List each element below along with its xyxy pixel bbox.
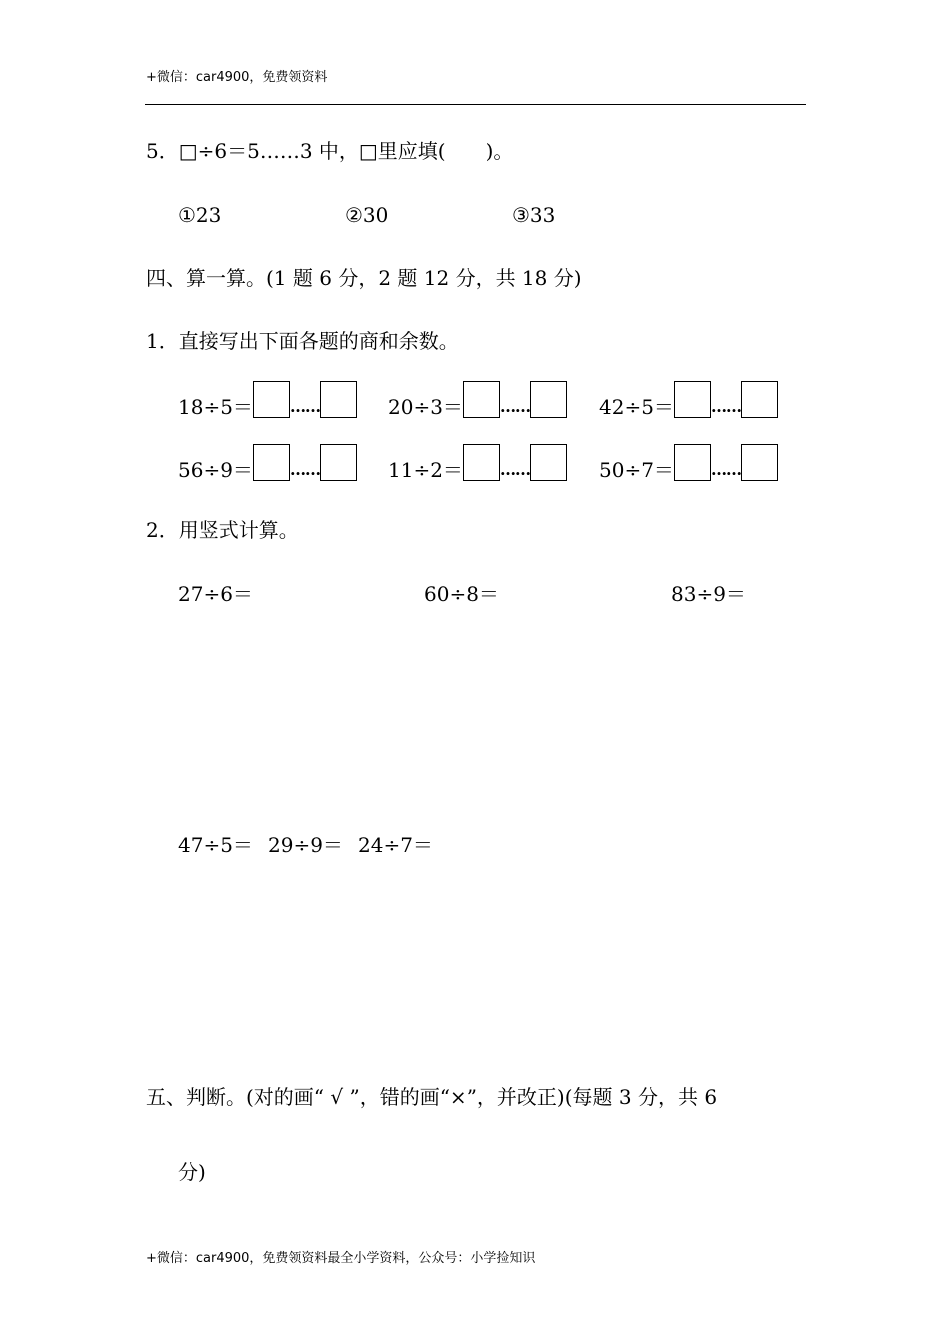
section-4-q2-text: 2．用竖式计算。 [146, 518, 299, 542]
vertical-calc-expression: 29÷9＝ [268, 833, 343, 857]
division-item [599, 439, 778, 481]
remainder-box[interactable] [741, 381, 778, 418]
division-item [178, 439, 357, 481]
vertical-calc-expression: 24÷7＝ [358, 833, 433, 857]
section-5-title-continued: 分) [178, 1160, 206, 1184]
division-expression: 42÷5＝ [599, 395, 674, 419]
division-expression: 11÷2＝ [388, 458, 463, 482]
quotient-box[interactable] [253, 381, 290, 418]
section-4-q1-text: 1．直接写出下面各题的商和余数。 [146, 329, 459, 353]
division-item [388, 376, 567, 418]
remainder-box[interactable] [320, 381, 357, 418]
vertical-calc-expression: 60÷8＝ [424, 582, 499, 606]
remainder-dots: …… [499, 460, 530, 479]
quotient-box[interactable] [463, 444, 500, 481]
quotient-box[interactable] [253, 444, 290, 481]
division-item [178, 376, 357, 418]
division-item [388, 439, 567, 481]
vertical-calc-expression: 27÷6＝ [178, 582, 253, 606]
division-item [599, 376, 778, 418]
remainder-dots: …… [289, 460, 320, 479]
remainder-dots: …… [289, 397, 320, 416]
division-expression: 50÷7＝ [599, 458, 674, 482]
section-4-title: 四、算一算。(1 题 6 分，2 题 12 分，共 18 分) [146, 266, 582, 290]
remainder-box[interactable] [320, 444, 357, 481]
section-5-title: 五、判断。(对的画“ √ ”，错的画“×”，并改正)(每题 3 分，共 6 [146, 1085, 718, 1109]
quotient-box[interactable] [674, 381, 711, 418]
header-watermark-text: +微信：car4900，免费领资料 [146, 70, 328, 85]
division-expression: 20÷3＝ [388, 395, 463, 419]
division-expression: 18÷5＝ [178, 395, 253, 419]
vertical-calc-expression: 83÷9＝ [671, 582, 746, 606]
question-5-text: 5．□÷6＝5……3 中，□里应填( )。 [146, 139, 514, 163]
quotient-box[interactable] [463, 381, 500, 418]
division-expression: 56÷9＝ [178, 458, 253, 482]
q5-option-3: ③33 [512, 203, 556, 227]
remainder-dots: …… [710, 460, 741, 479]
header-divider [145, 104, 806, 105]
remainder-dots: …… [499, 397, 530, 416]
remainder-box[interactable] [530, 444, 567, 481]
vertical-calc-expression: 47÷5＝ [178, 833, 253, 857]
remainder-box[interactable] [530, 381, 567, 418]
q5-option-1: ①23 [178, 203, 222, 227]
remainder-dots: …… [710, 397, 741, 416]
quotient-box[interactable] [674, 444, 711, 481]
q5-option-2: ②30 [345, 203, 389, 227]
remainder-box[interactable] [741, 444, 778, 481]
footer-watermark-text: +微信：car4900，免费领资料最全小学资料，公众号：小学捡知识 [146, 1251, 536, 1266]
